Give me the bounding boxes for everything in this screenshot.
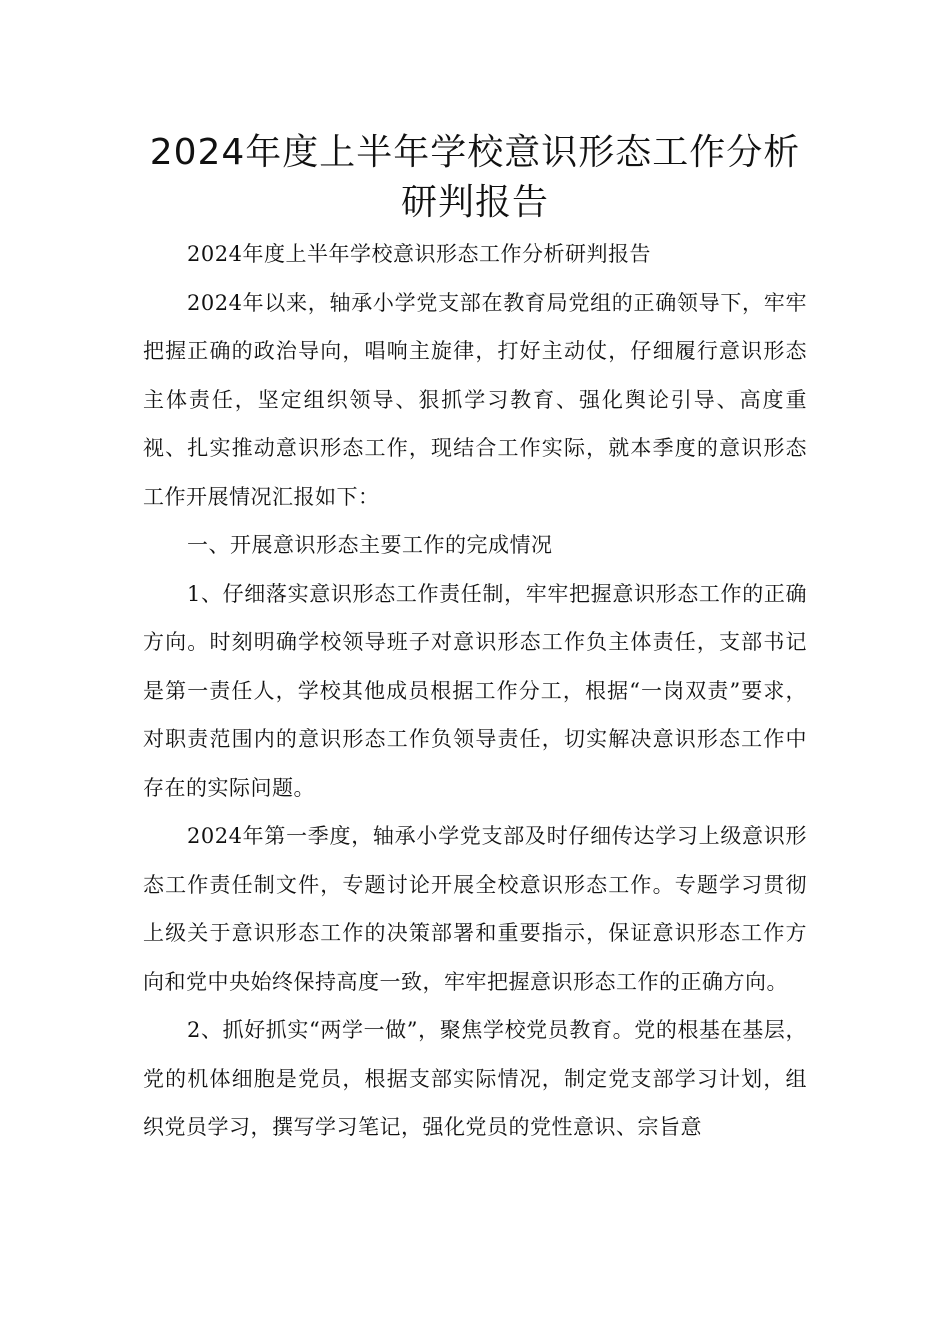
paragraph-subtitle: 2024年度上半年学校意识形态工作分析研判报告 — [187, 242, 651, 266]
section-heading: 一、开展意识形态主要工作的完成情况 — [187, 533, 553, 557]
title-line-2: 研判报告 — [400, 182, 549, 223]
title-line-1: 2024年度上半年学校意识形态工作分析 — [149, 132, 801, 173]
document-title — [120, 128, 830, 228]
paragraph-q1: 2024年第一季度，轴承小学党支部及时仔细传达学习上级意识形态工作责任制文件，专题讨论开展全校意识形态工作。专题学习贯彻上级关于意识形态工作的决策部署和重要指示，保证意识形态工作方向和党中央始终保持高度一致，牢牢把握意识形态工作的正确方向。 — [143, 824, 807, 994]
paragraph-item-2: 2、抓好抓实“两学一做”，聚焦学校党员教育。党的根基在基层，党的机体细胞是党员，根据支部实际情况，制定党支部学习计划，组织党员学习，撰写学习笔记，强化党员的党性意识、宗旨意 — [143, 1018, 807, 1139]
paragraph-item-1: 1、仔细落实意识形态工作责任制，牢牢把握意识形态工作的正确方向。时刻明确学校领导班子对意识形态工作负主体责任，支部书记是第一责任人，学校其他成员根据工作分工，根据“一岗双责”要求，对职责范围内的意识形态工作负领导责任，切实解决意识形态工作中存在的实际问题。 — [143, 581, 807, 800]
document-body — [143, 230, 807, 1152]
paragraph-intro: 2024年以来，轴承小学党支部在教育局党组的正确领导下，牢牢把握正确的政治导向，唱响主旋律，打好主动仗，仔细履行意识形态主体责任，坚定组织领导、狠抓学习教育、强化舆论引导、高度重视、扎实推动意识形态工作，现结合工作实际，就本季度的意识形态工作开展情况汇报如下： — [143, 290, 807, 509]
